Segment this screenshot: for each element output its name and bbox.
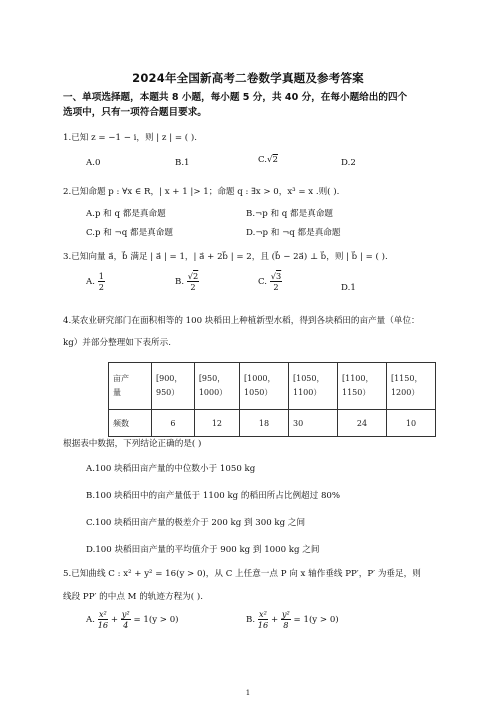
range-end: 1200） (390, 388, 420, 397)
table-cell: 6 (152, 410, 195, 437)
q5-a-den-x: 16 (97, 620, 109, 631)
q3-b-radicand: 2 (193, 271, 199, 281)
q3-c-radicand: 3 (275, 271, 282, 281)
table-header-label-line-2: 量 (113, 388, 121, 397)
range-start: [1050， (293, 374, 325, 383)
question-1-stem: 1.已知 z = −1 − i，则 | z | = ( ). (63, 133, 197, 143)
q3-option-c-label: C. (258, 277, 268, 288)
range-start: [1000， (244, 374, 276, 383)
q5-b-num-x: x² (259, 609, 267, 619)
range-end: 1100） (293, 388, 322, 397)
section-heading-line-2: 选项中，只有一项符合题目要求。 (63, 107, 207, 118)
q2-option-b: B.¬p 和 q 都是真命题 (246, 209, 334, 219)
table-header-cell (386, 363, 435, 410)
table-header-row (109, 363, 436, 410)
q2-option-a: A.p 和 q 都是真命题 (86, 209, 166, 219)
q3-option-b-label: B. (175, 277, 185, 288)
q5-a-fraction-x (98, 610, 108, 629)
question-4-stem-line-2: kg）并部分整理如下表所示. (63, 338, 171, 348)
q3-option-b (175, 272, 199, 291)
q3-option-a-fraction (98, 272, 105, 291)
q5-b-tail: = 1(y > 0) (293, 615, 339, 626)
range-start: [1150， (390, 374, 423, 383)
q3-c-numerator (270, 272, 282, 282)
table-header-label (109, 363, 152, 410)
table-cell: 18 (240, 410, 289, 437)
q1-option-c-radicand: 2 (272, 155, 278, 165)
question-4-stem-line-1: 4.某农业研究部门在面积相等的 100 块稻田上种植新型水稻，得到各块稻田的亩产量（单位： (63, 316, 420, 326)
question-5-stem-line-1: 5.已知曲线 C : x² + y² = 16(y > 0)，从 C 上任意一点 P 向 x 轴作垂线 PP′，P′ 为垂足，则 (63, 569, 421, 579)
q1-option-c-label: C. (258, 155, 268, 165)
table-header-cell (289, 363, 338, 410)
question-2-stem: 2.已知命题 p : ∀x ∈ R，| x + 1 |> 1；命题 q : ∃x > 0，x³ = x .则( ). (63, 187, 340, 197)
q5-option-b-label: B. (246, 615, 256, 626)
table-cell: 12 (194, 410, 239, 437)
table-header-cell (194, 363, 239, 410)
yield-table (108, 362, 436, 437)
q1-option-c (258, 155, 278, 165)
table-header-cell (240, 363, 289, 410)
range-start: [900， (156, 374, 183, 383)
range-end: 950） (156, 388, 180, 397)
section-heading (63, 90, 443, 120)
q4-option-c: C.100 块稻田亩产量的极差介于 200 kg 到 300 kg 之间 (86, 518, 306, 528)
sqrt-icon: √ (270, 271, 276, 281)
q5-option-a-label: A. (86, 615, 95, 626)
q1-option-d: D.2 (341, 158, 356, 168)
table-cell: 24 (337, 410, 386, 437)
q5-b-num-y: y² (281, 609, 290, 619)
section-heading-line-1: 一、单项选择题，本题共 8 小题，每小题 5 分，共 40 分，在每小题给出的四个 (63, 92, 408, 103)
q2-option-c: C.p 和 ¬q 都是真命题 (86, 228, 173, 238)
q5-b-fraction-x (258, 610, 268, 629)
range-start: [950， (198, 374, 226, 383)
q4-option-b: B.100 块稻田中的亩产量低于 1100 kg 的稻田所占比例超过 80% (86, 491, 341, 501)
table-header-label-line-1: 亩产 (113, 374, 129, 383)
q3-option-b-fraction (187, 272, 199, 291)
q3-a-numerator: 1 (98, 271, 104, 281)
table-cell: 10 (386, 410, 435, 437)
q5-b-fraction-y (281, 610, 291, 629)
q5-option-b: B. $\frac{\text{x²}}{16}$ + $\frac{\text{y²}}{8}$ = 1(y > 0) (246, 609, 339, 631)
q3-option-d: D.1 (341, 283, 356, 293)
q1-option-b: B.1 (175, 158, 190, 168)
table-header-cell (337, 363, 386, 410)
q5-a-den-y: 4 (123, 620, 129, 631)
sqrt-icon: √ (267, 155, 273, 165)
table-count-label: 频数 (109, 410, 152, 437)
q3-option-a-label: A. (86, 277, 95, 288)
table-header-cell (152, 363, 195, 410)
q4-option-a: A.100 块稻田亩产量的中位数小于 1050 kg (86, 464, 256, 474)
q5-option-a: A. $\frac{\text{x²}}{16}$ + $\frac{\text{y²}}{4}$ = 1(y > 0) (86, 609, 179, 631)
q3-option-c (258, 272, 282, 291)
q5-b-den-x: 16 (257, 620, 269, 631)
table-cell: 30 (289, 410, 338, 437)
q1-option-a: A.0 (86, 158, 101, 168)
q2-option-d: D.¬p 和 ¬q 都是真命题 (246, 228, 341, 238)
sqrt-icon: √ (187, 271, 194, 281)
q5-b-den-y: 8 (283, 620, 289, 631)
range-end: 1050） (244, 388, 273, 397)
table-row (109, 410, 436, 437)
page-title: 2024年全国新高考二卷数学真题及参考答案 (132, 71, 364, 85)
q3-option-a (86, 272, 105, 291)
q3-a-denominator: 2 (98, 282, 104, 293)
question-4-prompt: 根据表中数据，下列结论正确的是( ) (63, 439, 202, 449)
q3-b-numerator (187, 272, 199, 282)
q3-b-denominator: 2 (190, 282, 196, 293)
page-number: 1 (245, 689, 251, 697)
q5-a-fraction-y (121, 610, 131, 629)
q5-a-num-y: y² (121, 609, 130, 619)
question-3-stem: 3.已知向量 a⃗，b⃗ 满足 | a⃗ | = 1，| a⃗ + 2b⃗ | = 2，且 (b⃗ − 2a⃗) ⊥ b⃗，则 | b⃗ | = ( ). (63, 252, 388, 262)
q3-c-denominator: 2 (273, 282, 279, 293)
q5-a-tail: = 1(y > 0) (133, 615, 179, 626)
question-5-stem-line-2: 线段 PP′ 的中点 M 的轨迹方程为( ). (63, 592, 203, 602)
q3-option-c-fraction (270, 272, 282, 291)
q5-a-num-x: x² (98, 609, 107, 619)
range-end: 1150） (341, 388, 371, 397)
yield-table-grid (108, 362, 436, 437)
q4-option-d: D.100 块稻田亩产量的平均值介于 900 kg 到 1000 kg 之间 (86, 545, 320, 555)
range-end: 1000） (198, 388, 228, 397)
range-start: [1100， (341, 374, 374, 383)
